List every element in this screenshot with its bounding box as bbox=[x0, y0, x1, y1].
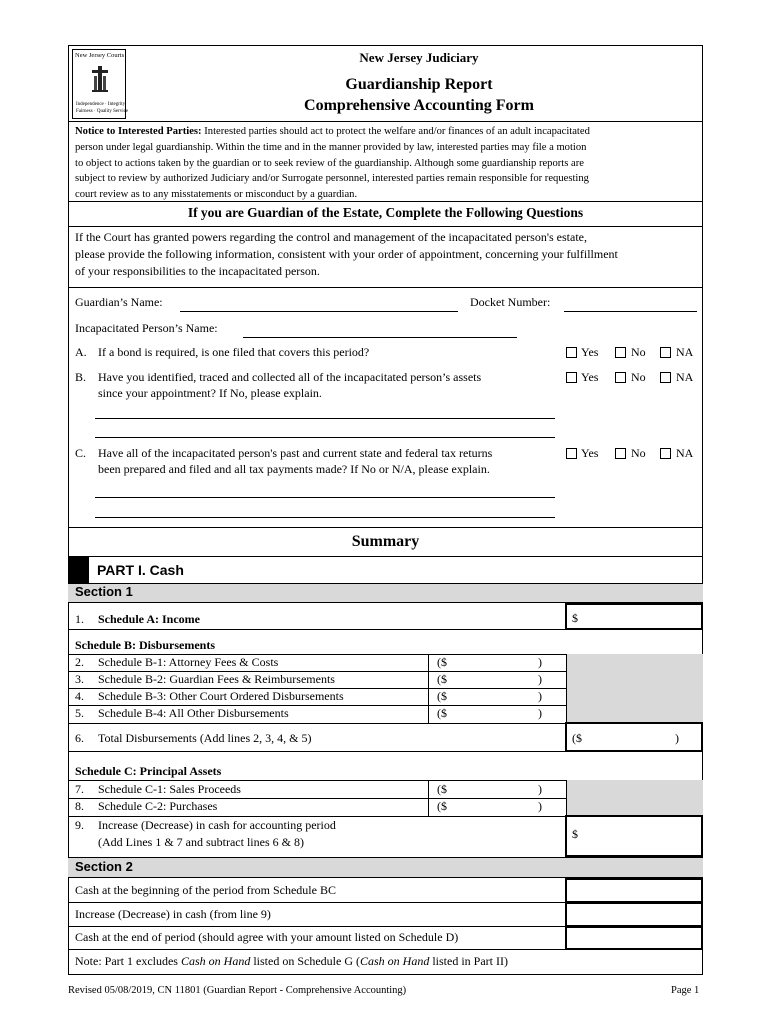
footer-revised: Revised 05/08/2019, CN 11801 (Guardian Report - Comprehensive Accounting) bbox=[68, 985, 407, 996]
line9-label-2: (Add Lines 1 & 7 and subtract lines 6 & 8) bbox=[98, 835, 304, 849]
question-a-yes-checkbox[interactable] bbox=[566, 347, 577, 358]
schedule-b-row-close: ) bbox=[538, 706, 542, 720]
notice-paragraph: Notice to Interested Parties: Interested parties should act to protect the welfare and/or finances of an adult incapacitated person under legal guardianship. Within the time and in the manner provided by law, interested parties may file a motion to object to actions taken by the guardian or to seek review of the guardianship. Although some guardianship reports are subject to review by authorized Judiciary and/or Surrogate personnel, interested parties remain responsible for requesting court review as to any misstatements or misconduct by a guardian. bbox=[75, 126, 590, 201]
schedule-b-row-label: Schedule B-2: Guardian Fees & Reimbursements bbox=[98, 672, 335, 686]
line6-num: 6. bbox=[75, 731, 84, 745]
schedule-b-row-open[interactable]: ($ bbox=[437, 672, 447, 686]
question-b-na-checkbox[interactable] bbox=[660, 372, 671, 383]
schedule-c-row-open[interactable]: ($ bbox=[437, 799, 447, 813]
org-name: New Jersey Judiciary bbox=[359, 50, 479, 65]
estate-intro-1: If the Court has granted powers regarding the control and management of the incapacitated person's estate, bbox=[75, 230, 587, 244]
question-a-no-label: No bbox=[631, 345, 646, 359]
question-a-na-label: NA bbox=[676, 345, 694, 359]
s2-row1-label: Cash at the beginning of the period from Schedule BC bbox=[75, 883, 336, 897]
line9-dollar: $ bbox=[572, 827, 578, 841]
schedule-b-row-label: Schedule B-1: Attorney Fees & Costs bbox=[98, 655, 279, 669]
part1-note: Note: Part 1 excludes Cash on Hand listed on Schedule G (Cash on Hand listed in Part II) bbox=[75, 954, 508, 968]
question-b-no-label: No bbox=[631, 370, 646, 384]
schedule-c-row-num: 7. bbox=[75, 782, 84, 796]
question-a-no-checkbox[interactable] bbox=[615, 347, 626, 358]
schedule-b-row-close: ) bbox=[538, 672, 542, 686]
notice-label: Notice to Interested Parties: bbox=[75, 126, 202, 137]
form-title: Guardianship Report bbox=[345, 76, 493, 93]
question-b-yes-label: Yes bbox=[581, 370, 599, 384]
question-a-text: If a bond is required, is one filed that covers this period? bbox=[98, 345, 370, 359]
line6-close: ) bbox=[675, 731, 679, 745]
schedule-b-row-num: 2. bbox=[75, 655, 84, 669]
s2-row3-label: Cash at the end of period (should agree with your amount listed on Schedule D) bbox=[75, 930, 459, 944]
estate-heading: If you are Guardian of the Estate, Complete the Following Questions bbox=[187, 205, 584, 220]
line6-open: ($ bbox=[572, 731, 582, 745]
line6-label: Total Disbursements (Add lines 2, 3, 4, & 5) bbox=[98, 731, 312, 745]
line1-num: 1. bbox=[75, 612, 84, 626]
part1-title: PART I. Cash bbox=[97, 562, 184, 578]
schedule-b-row-label: Schedule B-4: All Other Disbursements bbox=[98, 706, 289, 720]
schedule-b-shaded bbox=[566, 654, 703, 723]
schedule-b-row-num: 4. bbox=[75, 689, 84, 703]
section1-bar bbox=[68, 583, 703, 603]
section2-bar bbox=[68, 857, 703, 878]
question-c-explain-2[interactable] bbox=[95, 517, 555, 518]
guardian-name-field[interactable] bbox=[180, 311, 458, 312]
s2-row2-label: Increase (Decrease) in cash (from line 9) bbox=[75, 907, 271, 921]
schedule-c-row-close: ) bbox=[538, 799, 542, 813]
question-c-explain-1[interactable] bbox=[95, 497, 555, 498]
section1-title: Section 1 bbox=[75, 584, 133, 599]
schedule-c-row-num: 8. bbox=[75, 799, 84, 813]
question-a-na-checkbox[interactable] bbox=[660, 347, 671, 358]
question-c-no-checkbox[interactable] bbox=[615, 448, 626, 459]
docket-number-field[interactable] bbox=[564, 311, 697, 312]
schedule-b-row-num: 3. bbox=[75, 672, 84, 686]
schedule-b-row-label: Schedule B-3: Other Court Ordered Disbursements bbox=[98, 689, 344, 703]
schedule-c-row-open[interactable]: ($ bbox=[437, 782, 447, 796]
schedule-b-row-open[interactable]: ($ bbox=[437, 706, 447, 720]
question-b-explain-1[interactable] bbox=[95, 418, 555, 419]
incapacitated-name-label: Incapacitated Person’s Name: bbox=[75, 321, 218, 335]
estate-intro-3: of your responsibilities to the incapacitated person. bbox=[75, 264, 320, 278]
question-c-yes-label: Yes bbox=[581, 446, 599, 460]
s2-row3-amount-field[interactable] bbox=[565, 926, 703, 950]
line1-dollar: $ bbox=[572, 611, 578, 625]
schedule-c-row-label: Schedule C-1: Sales Proceeds bbox=[98, 782, 241, 796]
s2-row1-amount-field[interactable] bbox=[565, 878, 703, 903]
schedule-b-row-close: ) bbox=[538, 689, 542, 703]
summary-title: Summary bbox=[351, 533, 420, 550]
schedule-c-heading: Schedule C: Principal Assets bbox=[75, 764, 222, 778]
question-c-text-2: been prepared and filed and all tax payments made? If No or N/A, please explain. bbox=[98, 462, 490, 476]
question-a-letter: A. bbox=[75, 345, 87, 359]
schedule-c-row-close: ) bbox=[538, 782, 542, 796]
question-c-letter: C. bbox=[75, 446, 87, 460]
logo-motto-2: Fairness · Quality Service bbox=[76, 109, 129, 114]
section2-title: Section 2 bbox=[75, 859, 133, 874]
estate-intro-2: please provide the following information, consistent with your order of appointment, concerning your fulfillment bbox=[75, 247, 618, 261]
schedule-b-row-open[interactable]: ($ bbox=[437, 689, 447, 703]
s2-row2-amount-field[interactable] bbox=[565, 902, 703, 927]
question-b-explain-2[interactable] bbox=[95, 437, 555, 438]
question-b-text-1: Have you identified, traced and collected all of the incapacitated person’s assets bbox=[98, 370, 482, 384]
logo-top-text: New Jersey Courts bbox=[75, 52, 125, 59]
question-b-no-checkbox[interactable] bbox=[615, 372, 626, 383]
line9-amount-field[interactable] bbox=[565, 815, 703, 857]
question-c-na-checkbox[interactable] bbox=[660, 448, 671, 459]
line1-amount-field[interactable] bbox=[565, 603, 703, 630]
line1-label: Schedule A: Income bbox=[98, 612, 200, 626]
logo-motto-1: Independence · Integrity bbox=[76, 102, 126, 107]
question-b-yes-checkbox[interactable] bbox=[566, 372, 577, 383]
question-b-letter: B. bbox=[75, 370, 87, 384]
docket-number-label: Docket Number: bbox=[470, 295, 551, 309]
line9-label-1: Increase (Decrease) in cash for accounting period bbox=[98, 818, 336, 832]
question-c-yes-checkbox[interactable] bbox=[566, 448, 577, 459]
schedule-b-row-open[interactable]: ($ bbox=[437, 655, 447, 669]
question-c-no-label: No bbox=[631, 446, 646, 460]
schedule-c-row-label: Schedule C-2: Purchases bbox=[98, 799, 218, 813]
part1-marker bbox=[68, 556, 89, 583]
schedule-b-row-num: 5. bbox=[75, 706, 84, 720]
guardian-name-label: Guardian’s Name: bbox=[75, 295, 163, 309]
question-b-na-label: NA bbox=[676, 370, 694, 384]
question-c-text-1: Have all of the incapacitated person's past and current state and federal tax returns bbox=[98, 446, 493, 460]
question-b-text-2: since your appointment? If No, please explain. bbox=[98, 386, 322, 400]
schedule-b-heading: Schedule B: Disbursements bbox=[75, 638, 216, 652]
form-subtitle: Comprehensive Accounting Form bbox=[304, 97, 534, 114]
schedule-b-row-close: ) bbox=[538, 655, 542, 669]
line9-num: 9. bbox=[75, 818, 84, 832]
schedule-c-shaded bbox=[566, 780, 703, 816]
line6-amount-field[interactable] bbox=[565, 722, 703, 752]
question-a-yes-label: Yes bbox=[581, 345, 599, 359]
incapacitated-name-field[interactable] bbox=[243, 337, 517, 338]
question-c-na-label: NA bbox=[676, 446, 694, 460]
footer-page: Page 1 bbox=[671, 985, 700, 996]
